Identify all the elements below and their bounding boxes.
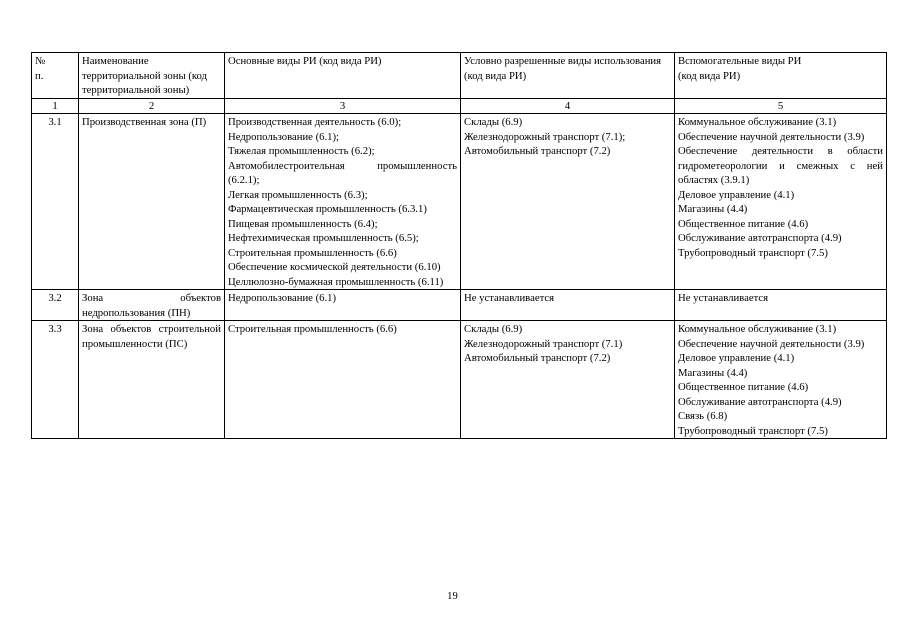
use-type-item: Магазины (4.4) xyxy=(678,366,748,379)
header-auxiliary-types xyxy=(675,53,887,99)
header-zone-name: Наименование территориальной зоны (код территориальной зоны) xyxy=(79,53,225,99)
header-num-line: № xyxy=(35,55,46,67)
cell-conditional-types xyxy=(461,290,675,321)
zones-table xyxy=(31,52,887,439)
use-type-item: Коммунальное обслуживание (3.1) xyxy=(678,116,837,128)
header-conditional-line: Условно разрешенные виды использования xyxy=(464,55,662,67)
column-index: 1 xyxy=(32,98,79,114)
use-type-item: Недропользование (6.1); xyxy=(228,130,340,143)
cell-auxiliary-types xyxy=(675,290,887,321)
use-type-item: Строительная промышленность (6.6) xyxy=(228,246,397,259)
cell-auxiliary-types xyxy=(675,114,887,290)
column-index: 2 xyxy=(79,98,225,114)
use-type-item: Недропользование (6.1) xyxy=(228,292,337,304)
cell-main-types xyxy=(225,114,461,290)
use-type-item: Обеспечение научной деятельности (3.9) xyxy=(678,337,865,350)
use-type-item: Пищевая промышленность (6.4); xyxy=(228,217,378,230)
zone-name: Зона объектов строительной промышленности (ПС) xyxy=(79,321,225,439)
cell-conditional-types xyxy=(461,114,675,290)
use-type-item: Автомобилестроительная промышленность (6.2.1); xyxy=(228,159,457,186)
header-auxiliary-line: (код вида РИ) xyxy=(678,69,741,82)
column-index-row xyxy=(32,98,887,114)
column-index: 3 xyxy=(225,98,461,114)
use-type-item: Деловое управление (4.1) xyxy=(678,188,795,201)
use-type-item: Магазины (4.4) xyxy=(678,203,748,215)
use-type-item: Склады (6.9) xyxy=(464,116,523,128)
column-index: 5 xyxy=(675,98,887,114)
zone-number: 3.3 xyxy=(32,321,79,439)
zone-name: Зона объектов недропользования (ПН) xyxy=(79,290,225,321)
use-type-item: Строительная промышленность (6.6) xyxy=(228,323,397,335)
header-num-line: п. xyxy=(35,69,44,82)
header-auxiliary-line: Вспомогательные виды РИ xyxy=(678,55,802,67)
use-type-item: Связь (6.8) xyxy=(678,410,728,422)
use-type-item: Обслуживание автотранспорта (4.9) xyxy=(678,232,842,244)
cell-main-types xyxy=(225,321,461,439)
column-index: 4 xyxy=(461,98,675,114)
use-type-item: Нефтехимическая промышленность (6.5); xyxy=(228,232,419,244)
use-type-item: Автомобильный транспорт (7.2) xyxy=(464,352,611,364)
use-type-item: Общественное питание (4.6) xyxy=(678,217,809,230)
use-type-item: Обслуживание автотранспорта (4.9) xyxy=(678,395,842,408)
use-type-item: Железнодорожный транспорт (7.1) xyxy=(464,337,623,350)
use-type-item: Легкая промышленность (6.3); xyxy=(228,188,368,201)
header-conditional-line: (код вида РИ) xyxy=(464,69,527,82)
use-type-item: Склады (6.9) xyxy=(464,323,523,335)
use-type-item: Тяжелая промышленность (6.2); xyxy=(228,145,375,157)
use-type-item: Обеспечение научной деятельности (3.9) xyxy=(678,130,865,143)
use-type-item: Не устанавливается xyxy=(678,292,769,304)
zone-number: 3.2 xyxy=(32,290,79,321)
zone-name: Производственная зона (П) xyxy=(79,114,225,290)
cell-main-types xyxy=(225,290,461,321)
table-row xyxy=(32,290,887,321)
use-type-item: Фармацевтическая промышленность (6.3.1) xyxy=(228,203,427,215)
header-main-types: Основные виды РИ (код вида РИ) xyxy=(225,53,461,99)
use-type-item: Железнодорожный транспорт (7.1); xyxy=(464,130,626,143)
use-type-item: Трубопроводный транспорт (7.5) xyxy=(678,246,828,259)
use-type-item: Не устанавливается xyxy=(464,292,555,304)
use-type-item: Обеспечение деятельности в области гидрометеорологии и смежных с ней областях (3.9.1) xyxy=(678,145,883,186)
zone-rows xyxy=(32,114,887,439)
header-row xyxy=(32,53,887,99)
use-type-item: Обеспечение космической деятельности (6.10) xyxy=(228,261,441,273)
header-num xyxy=(32,53,79,99)
use-type-item: Целлюлозно-бумажная промышленность (6.11) xyxy=(228,275,444,288)
use-type-item: Деловое управление (4.1) xyxy=(678,352,795,364)
use-type-item: Коммунальное обслуживание (3.1) xyxy=(678,323,837,335)
use-type-item: Общественное питание (4.6) xyxy=(678,381,809,393)
cell-auxiliary-types xyxy=(675,321,887,439)
table-row xyxy=(32,321,887,439)
page-number: 19 xyxy=(447,590,458,602)
zone-number: 3.1 xyxy=(32,114,79,290)
cell-conditional-types xyxy=(461,321,675,439)
table-row xyxy=(32,114,887,290)
use-type-item: Производственная деятельность (6.0); xyxy=(228,116,402,128)
use-type-item: Трубопроводный транспорт (7.5) xyxy=(678,424,828,437)
use-type-item: Автомобильный транспорт (7.2) xyxy=(464,145,611,157)
header-conditional-types xyxy=(461,53,675,99)
